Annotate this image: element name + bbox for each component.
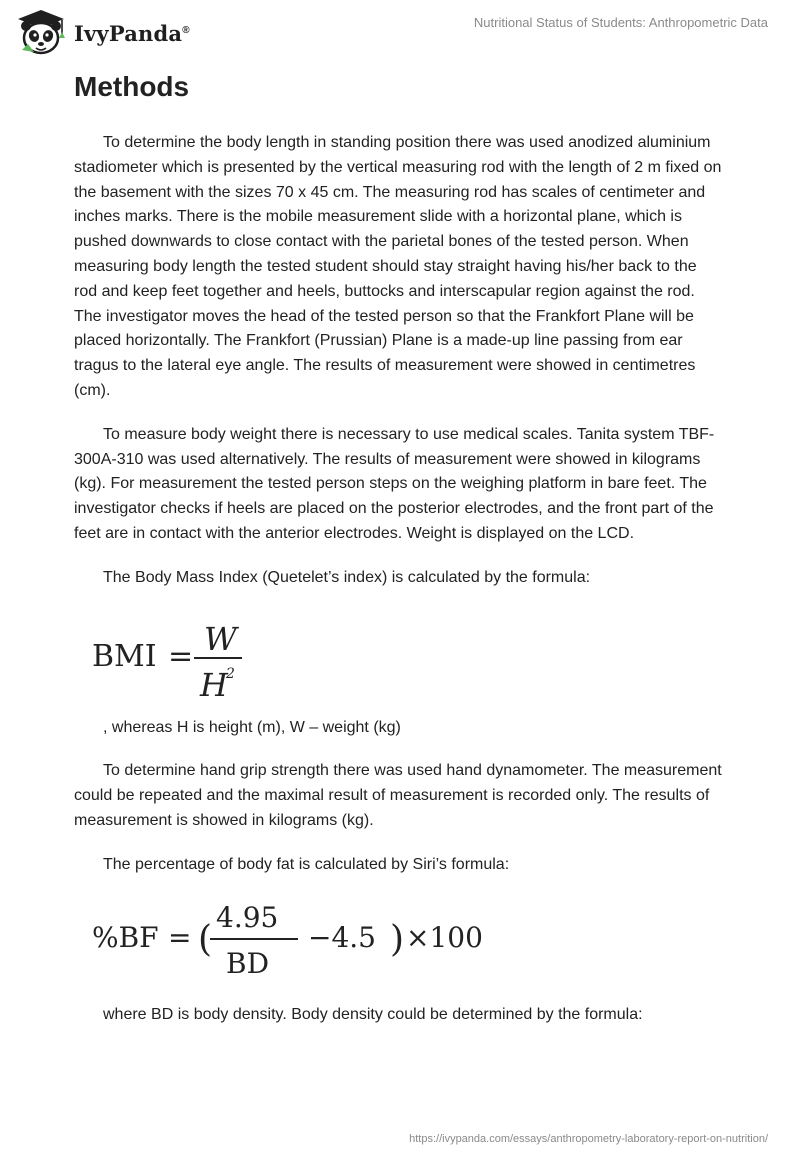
document-title: Nutritional Status of Students: Anthropometric Data [473, 15, 768, 30]
body-fat-formula-image [90, 895, 530, 981]
bmi-equals: = [168, 638, 194, 674]
paragraph-hand-grip: To determine hand grip strength there was used hand dynamometer. The measurement could be repeated and the maximal result of measurement is recorded only. The results of measurement is showed in kilograms (kg). [74, 762, 722, 829]
brand-logo[interactable] [12, 8, 202, 58]
bmi-formula-image [90, 608, 290, 708]
panda-logo-icon [12, 8, 70, 58]
bmi-numerator: W [204, 619, 237, 658]
paragraph-body-density: where BD is body density. Body density could be determined by the formula: [103, 1005, 643, 1023]
paragraph-body-weight: To measure body weight there is necessary to use medical scales. Tanita system TBF-300A-310 was used alternatively. The results of measurement were showed in kilograms (kg). For measurement the tested person steps on the weighing platform in bare feet. The investigator checks if heels are placed on the posterior electrodes, and the front part of the feet are in contact with the anterior electrodes. Weight is displayed on the LCD. [74, 425, 715, 542]
article-body [74, 131, 724, 1046]
bmi-denominator: H [200, 665, 228, 704]
bf-denominator: BD [226, 946, 270, 980]
bf-minus-term: −4.5 [308, 920, 376, 954]
bf-times-term: ×100 [406, 920, 483, 954]
bf-numerator: 4.95 [216, 900, 279, 934]
paragraph-bmi-intro: The Body Mass Index (Quetelet’s index) is calculated by the formula: [103, 568, 591, 586]
bf-open-paren: ( [198, 918, 213, 960]
paragraph-stadiometer: To determine the body length in standing position there was used anodized aluminium stadiometer which is presented by the vertical measuring rod with the length of 2 m fixed on the basement with the sizes 70 x 45 cm. The measuring rod has scales of centimeter and inches marks. There is the mobile measurement slide with a horizontal plane, which is pushed downwards to close contact with the parietal bones of the tested person. When measuring body length the tested student should stay straight having his/her back to the rod and keep feet together and heels, buttocks and interscapular region against the rod. The investigator moves the head of the tested person so that the Frankfort Plane will be placed horizontally. The Frankfort (Prussian) Plane is a made-up line passing from ear tragus to the lateral eye angle. The results of measurement were showed in centimetres (cm). [74, 134, 722, 399]
brand-name: IvyPanda® [74, 20, 190, 46]
paragraph-siri-intro: The percentage of body fat is calculated by Siri’s formula: [103, 855, 510, 873]
source-url[interactable]: https://ivypanda.com/essays/anthropometry-laboratory-report-on-nutrition/ [409, 1133, 768, 1145]
bmi-exponent: 2 [226, 665, 235, 682]
bf-close-paren: ) [390, 918, 405, 960]
bf-lhs: %BF [92, 920, 159, 954]
bmi-lhs: BMI [92, 638, 157, 674]
bf-equals: = [168, 920, 192, 954]
body-fat-formula [74, 895, 724, 995]
page-header [0, 0, 800, 70]
bmi-formula [74, 608, 724, 708]
section-heading: Methods [74, 71, 190, 102]
paragraph-bmi-legend: , whereas H is height (m), W – weight (kg) [103, 718, 401, 736]
